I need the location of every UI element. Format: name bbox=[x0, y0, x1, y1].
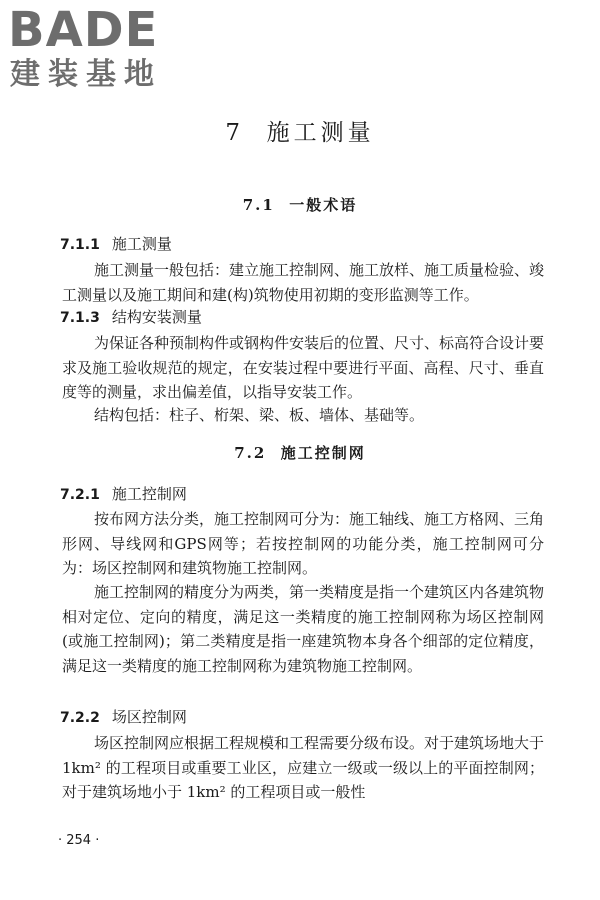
bade-logo bbox=[8, 4, 178, 94]
clause-title: 施工控制网 bbox=[111, 485, 187, 503]
paragraph: 为保证各种预制构件或钢构件安装后的位置、尺寸、标高符合设计要求及施工验收规范的规定，在安装过程中要进行平面、高程、尺寸、垂直度等的测量，求出偏差值，以指导安装工作。 bbox=[62, 334, 545, 401]
paragraph: 按布网方法分类，施工控制网可分为：施工轴线、施工方格网、三角形网、导线网和GPS网等；若按控制网的功能分类，施工控制网可分为：场区控制网和建筑物施工控制网。 bbox=[62, 510, 545, 577]
paragraph: 场区控制网应根据工程规模和工程需要分级布设。对于建筑场地大于 1km² 的工程项目或重要工业区，应建立一级或一级以上的平面控制网；对于建筑场地小于 1km² 的工程项目或一般性 bbox=[62, 734, 545, 801]
clause-heading-7-2-2 bbox=[60, 706, 187, 727]
clause-heading-7-2-1 bbox=[60, 483, 187, 504]
paragraph: 施工测量一般包括：建立施工控制网、施工放样、施工质量检验、竣工测量以及施工期间和建(构)筑物使用初期的变形监测等工作。 bbox=[62, 261, 545, 304]
clause-number: 7.1.1 bbox=[60, 237, 100, 253]
clause-number: 7.2.1 bbox=[60, 487, 100, 503]
paragraph: 施工控制网的精度分为两类，第一类精度是指一个建筑区内各建筑物相对定位、定向的精度，满足这一类精度的施工控制网称为场区控制网(或施工控制网)；第二类精度是指一座建筑物本身各个细部的定位精度，满足这一类精度的施工控制网称为建筑物施工控制网。 bbox=[62, 583, 545, 675]
clause-number: 7.2.2 bbox=[60, 710, 100, 726]
clause-title: 场区控制网 bbox=[111, 708, 187, 726]
section-title-7-1: 7.1 一般术语 bbox=[242, 196, 358, 214]
page-number: · 254 · bbox=[58, 833, 100, 848]
section-title-7-2: 7.2 施工控制网 bbox=[234, 444, 366, 462]
clause-number: 7.1.3 bbox=[60, 310, 100, 326]
clause-heading-7-1-3 bbox=[60, 306, 202, 327]
clause-title: 结构安装测量 bbox=[111, 308, 202, 326]
chapter-title: 7 施工测量 bbox=[225, 120, 375, 146]
paragraph: 结构包括：柱子、桁架、梁、板、墙体、基础等。 bbox=[94, 406, 425, 424]
clause-heading-7-1-1 bbox=[60, 233, 172, 254]
logo-brand: BADE bbox=[8, 2, 159, 58]
clause-title: 施工测量 bbox=[111, 235, 172, 253]
logo-subtitle: 建装基地 bbox=[10, 57, 162, 92]
